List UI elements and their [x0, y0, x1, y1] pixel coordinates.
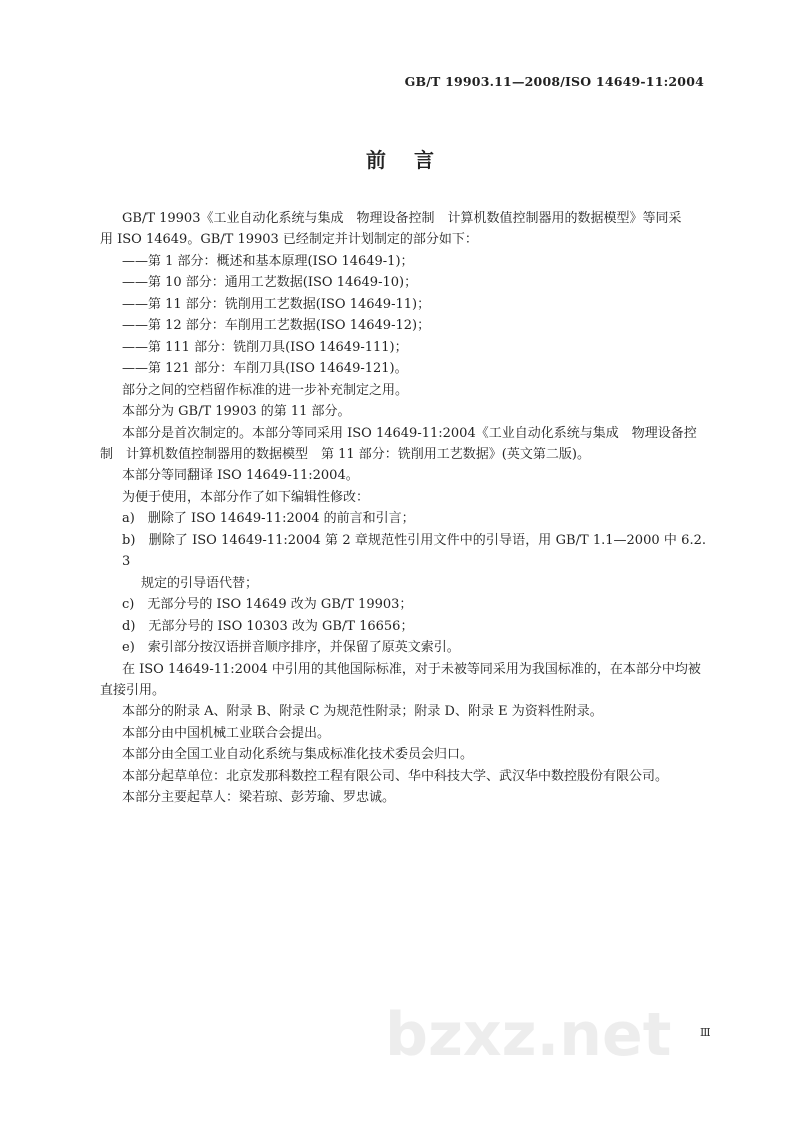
- text-line: ——第 111 部分：铣削刀具(ISO 14649-111)；: [122, 339, 408, 355]
- text-line: c) 无部分号的 ISO 14649 改为 GB/T 19903；: [122, 597, 413, 613]
- text-line: GB/T 19903《工业自动化系统与集成 物理设备控制 计算机数值控制器用的数据模型》等同采: [122, 211, 682, 226]
- text-line: 为便于使用，本部分作了如下编辑性修改：: [122, 489, 370, 505]
- text-line: 本部分等同翻译 ISO 14649-11:2004。: [122, 468, 359, 484]
- text-line: 本部分主要起草人：梁若琼、彭芳瑜、罗忠诚。: [122, 790, 396, 806]
- text-line: ——第 121 部分：车削刀具(ISO 14649-121)。: [122, 361, 408, 377]
- page-number: Ⅲ: [700, 1026, 711, 1039]
- text-line: 直接引用。: [100, 682, 166, 698]
- text-line: 在 ISO 14649-11:2004 中引用的其他国际标准，对于未被等同采用为我国标准的，在本部分中均被: [122, 661, 701, 677]
- text-line: d) 无部分号的 ISO 10303 改为 GB/T 16656；: [122, 618, 414, 634]
- standard-code-header: GB/T 19903.11—2008/ISO 14649-11:2004: [404, 74, 704, 89]
- text-line: 本部分的附录 A、附录 B、附录 C 为规范性附录；附录 D、附录 E 为资料性附录。: [122, 704, 603, 720]
- text-line: 本部分为 GB/T 19903 的第 11 部分。: [122, 404, 351, 420]
- text-line: 本部分由全国工业自动化系统与集成标准化技术委员会归口。: [122, 747, 474, 763]
- text-line: 本部分由中国机械工业联合会提出。: [122, 725, 331, 741]
- text-line: e) 索引部分按汉语拼音顺序排序，并保留了原英文索引。: [122, 640, 460, 656]
- text-line: a) 删除了 ISO 14649-11:2004 的前言和引言；: [122, 511, 415, 527]
- watermark: bzxz.net: [385, 1000, 672, 1070]
- text-line: b) 删除了 ISO 14649-11:2004 第 2 章规范性引用文件中的引导语，用 GB/T 1.1—2000 中 6.2.3: [122, 532, 706, 570]
- text-line: 本部分起草单位：北京发那科数控工程有限公司、华中科技大学、武汉华中数控股份有限公司。: [122, 768, 669, 784]
- text-line: 用 ISO 14649。GB/T 19903 已经制定并计划制定的部分如下：: [100, 232, 478, 248]
- document-body: [100, 208, 706, 809]
- text-line: ——第 12 部分：车削用工艺数据(ISO 14649-12)；: [122, 318, 431, 334]
- text-line: 部分之间的空档留作标准的进一步补充制定之用。: [122, 382, 409, 398]
- text-line: 本部分是首次制定的。本部分等同采用 ISO 14649-11:2004《工业自动化系统与集成 物理设备控: [122, 425, 697, 441]
- text-line: ——第 10 部分：通用工艺数据(ISO 14649-10)；: [122, 275, 418, 291]
- text-line: 规定的引导语代替；: [141, 575, 259, 591]
- text-line: ——第 1 部分：概述和基本原理(ISO 14649-1)；: [122, 253, 414, 269]
- text-line: 制 计算机数值控制器用的数据模型 第 11 部分：铣削用工艺数据》(英文第二版)。: [100, 446, 590, 462]
- text-line: ——第 11 部分：铣削用工艺数据(ISO 14649-11)；: [122, 296, 431, 312]
- page-title: 前言: [366, 148, 462, 172]
